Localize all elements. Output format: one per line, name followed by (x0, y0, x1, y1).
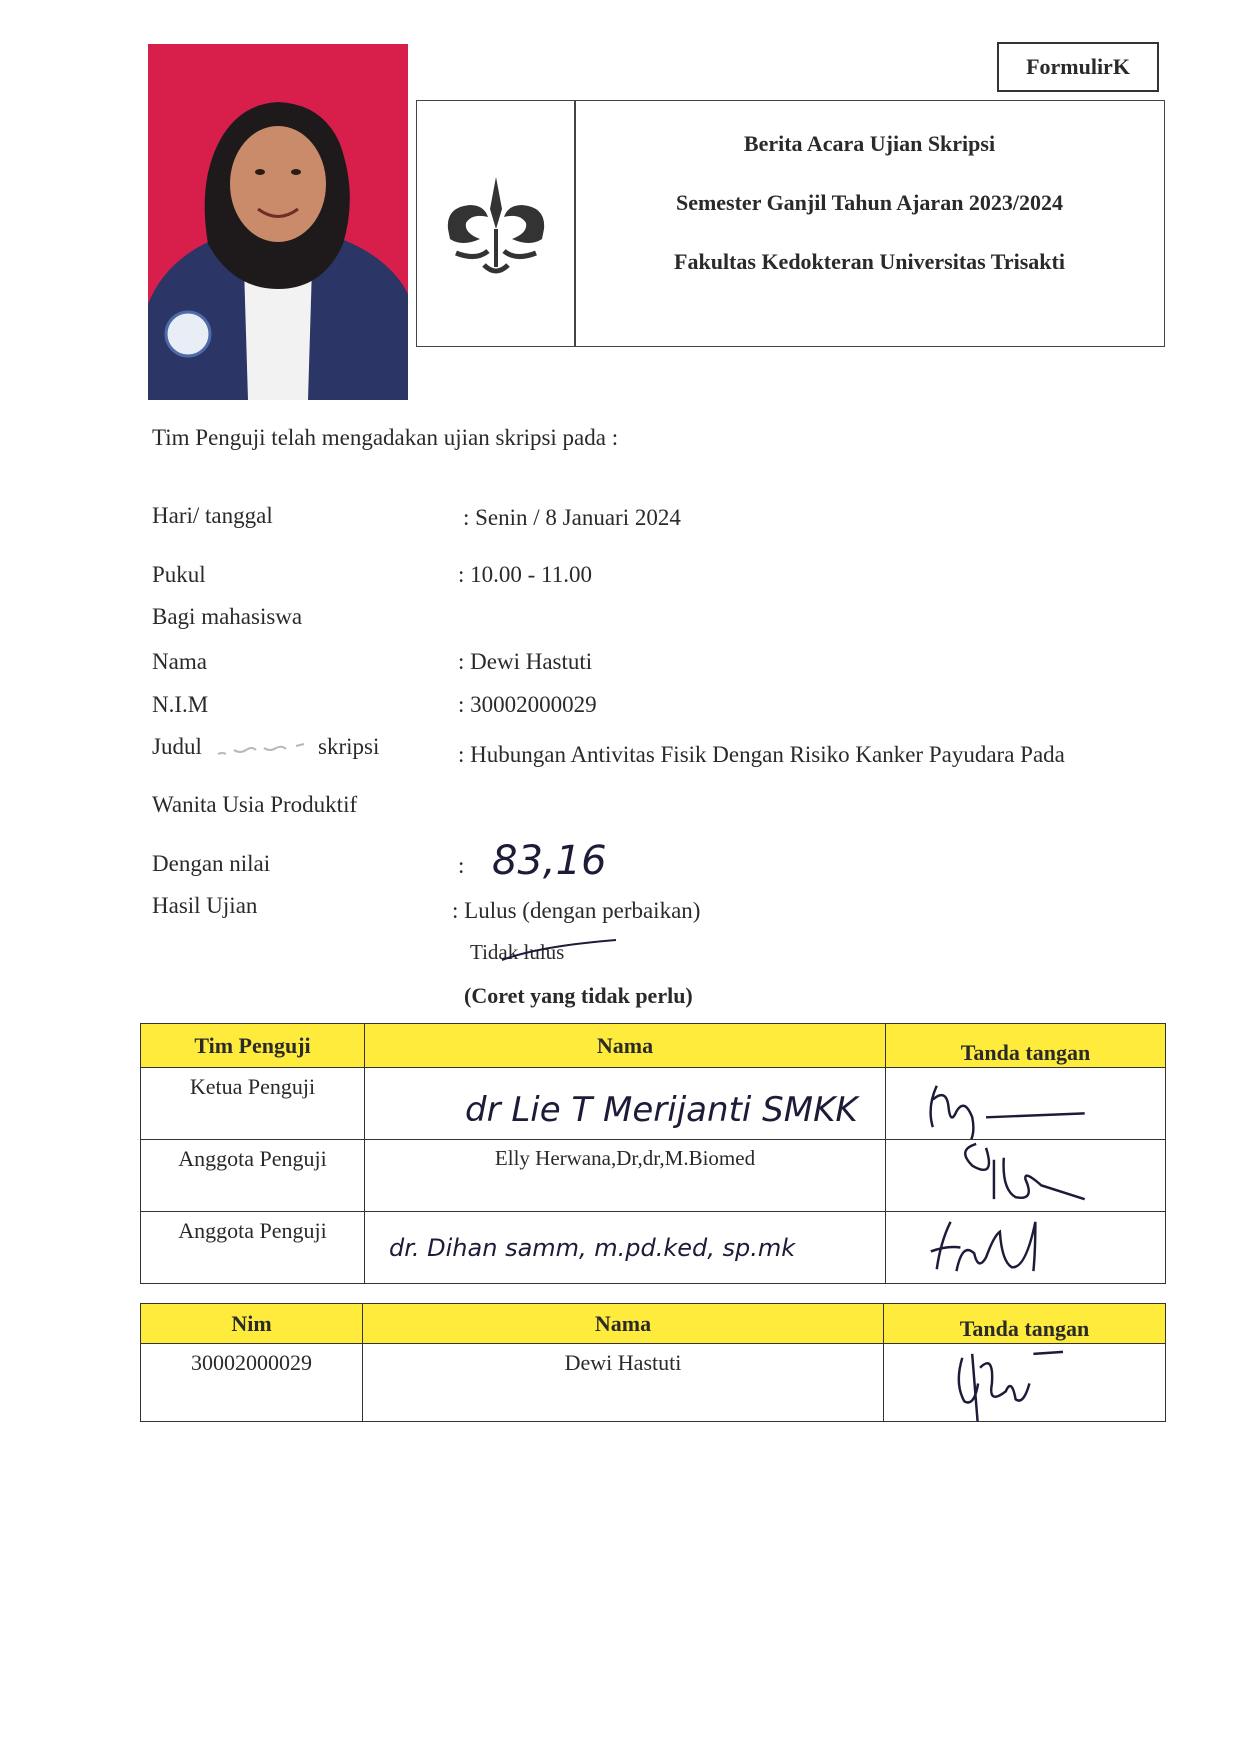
header-tim-penguji: Tim Penguji (141, 1024, 365, 1068)
form-code-box (997, 42, 1159, 92)
judul-value: : Hubungan Antivitas Fisik Dengan Risiko Kanker Payudara Pada (458, 742, 1065, 767)
judul-label-a: Judul (152, 734, 202, 759)
hasil-value: : Lulus (dengan perbaikan) (452, 898, 701, 923)
nim-value: : 30002000029 (458, 692, 597, 717)
student-nim: 30002000029 (191, 1350, 312, 1375)
erased-text-mark (212, 738, 312, 762)
judul-label-b: skripsi (318, 734, 380, 759)
student-table (140, 1303, 1166, 1422)
nilai-colon: : (458, 853, 465, 878)
header-faculty: Fakultas Kedokteran Universitas Trisakti (674, 249, 1065, 274)
examiners-table (140, 1023, 1166, 1284)
nama-label: Nama (152, 649, 207, 674)
examiner-name: dr. Dihan samm, m.pd.ked, sp.mk (389, 1234, 796, 1262)
examiner-role: Anggota Penguji (178, 1218, 327, 1243)
nilai-value: 83,16 (492, 838, 607, 884)
bagi-label: Bagi mahasiswa (152, 604, 303, 629)
student-photo-image (148, 44, 408, 400)
intro-text: Tim Penguji telah mengadakan ujian skripsi pada : (152, 425, 619, 450)
header-tanda-tangan: Tanda tangan (884, 1304, 1166, 1344)
coret-note: (Coret yang tidak perlu) (464, 983, 693, 1008)
table-row (141, 1212, 1166, 1284)
examiner-role: Anggota Penguji (178, 1146, 327, 1171)
signature-anggota-2 (886, 1212, 1165, 1283)
nilai-label: Dengan nilai (152, 851, 271, 876)
pukul-label: Pukul (152, 562, 206, 587)
pukul-value: : 10.00 - 11.00 (458, 562, 592, 587)
trisakti-logo-icon (436, 169, 556, 279)
examiner-name: Elly Herwana,Dr,dr,M.Biomed (494, 1146, 756, 1170)
signature-ketua (886, 1068, 1165, 1139)
judul-continuation: Wanita Usia Produktif (152, 792, 358, 817)
student-photo (148, 44, 408, 400)
header-semester: Semester Ganjil Tahun Ajaran 2023/2024 (675, 190, 1064, 215)
hari-value: : Senin / 8 Januari 2024 (463, 505, 681, 530)
header-nama: Nama (363, 1304, 884, 1344)
table-row (141, 1068, 1166, 1140)
header-nama: Nama (365, 1024, 886, 1068)
tidak-lulus: Tidak lulus (470, 940, 565, 964)
header-nim: Nim (141, 1304, 363, 1344)
header-box (416, 100, 1165, 347)
table-row (141, 1344, 1166, 1422)
hasil-label: Hasil Ujian (152, 893, 258, 918)
nim-label: N.I.M (152, 692, 209, 717)
examiners-header-row (141, 1024, 1166, 1068)
examiner-name: dr Lie T Merijanti SMKK (465, 1090, 858, 1130)
university-logo (417, 101, 574, 346)
hari-label: Hari/ tanggal (152, 503, 273, 528)
student-header-row (141, 1304, 1166, 1344)
form-code: FormulirK (1026, 54, 1130, 79)
strike-mark (500, 936, 620, 966)
signature-anggota-1 (886, 1140, 1165, 1211)
signature-student (884, 1344, 1165, 1421)
header-tanda-tangan: Tanda tangan (886, 1024, 1166, 1068)
table-row (141, 1140, 1166, 1212)
student-name: Dewi Hastuti (564, 1350, 682, 1375)
examiner-role: Ketua Penguji (189, 1074, 316, 1099)
header-title: Berita Acara Ujian Skripsi (743, 131, 996, 156)
nama-value: : Dewi Hastuti (458, 649, 593, 674)
